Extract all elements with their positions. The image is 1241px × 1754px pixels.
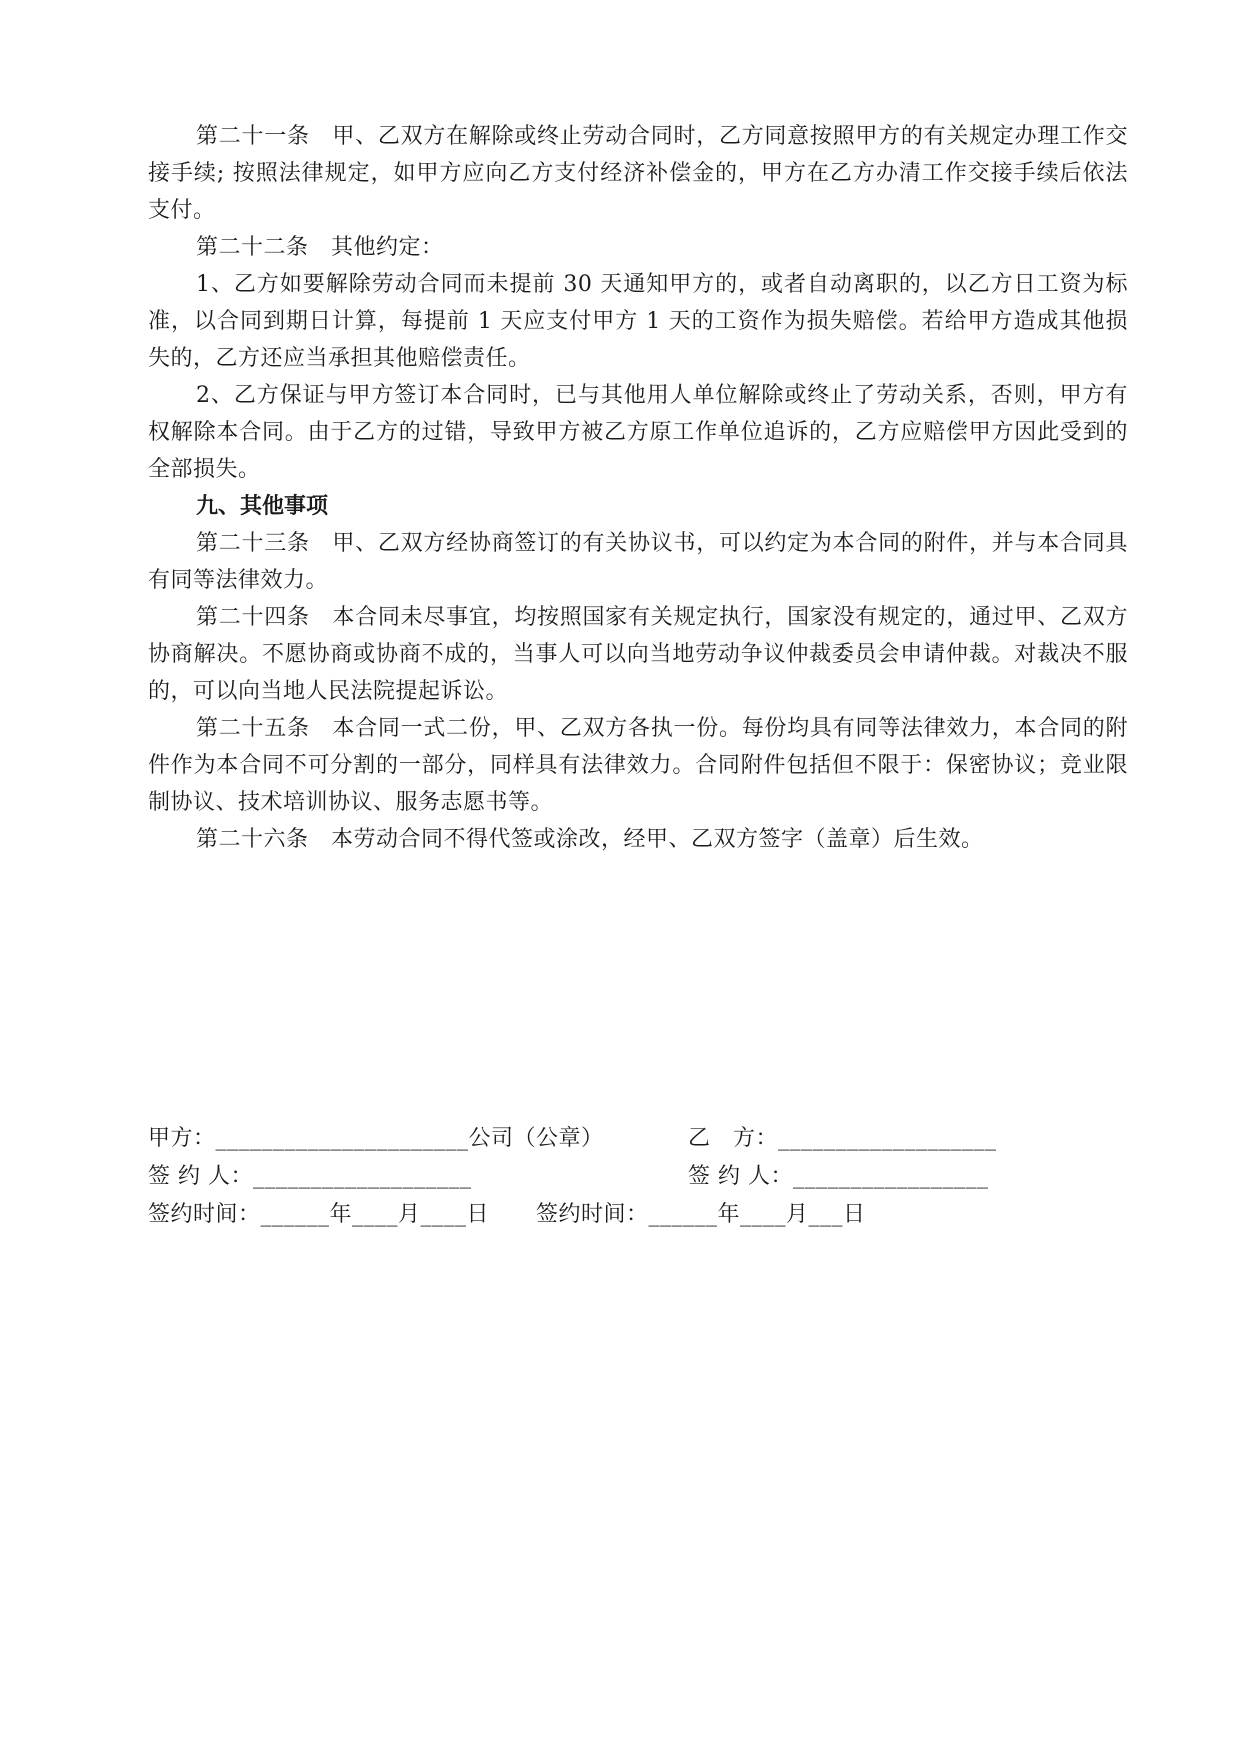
section-heading-other-matters: 九、其他事项 [196, 494, 329, 519]
signature-row-party [148, 1120, 1128, 1158]
article-22: 第二十二条 其他约定： [196, 235, 444, 260]
article-25: 第二十五条 本合同一式二份，甲、乙双方各执一份。每份均具有同等法律效力，本合同的附件作为本合同不可分割的一部分，同样具有法律效力。合同附件包括但不限于：保密协议；竞业限制协议、技术培训协议、服务志愿书等。 [148, 716, 1128, 815]
article-22-item-1: 1、乙方如要解除劳动合同而未提前 30 天通知甲方的，或者自动离职的，以乙方日工资为标准，以合同到期日计算，每提前 1 天应支付甲方 1 天的工资作为损失赔偿。若给甲方造成其他损失的，乙方还应当承担其他赔偿责任。 [148, 272, 1128, 371]
contract-body [148, 118, 1128, 858]
signature-block [148, 1120, 1128, 1234]
article-22-item-2: 2、乙方保证与甲方签订本合同时，已与其他用人单位解除或终止了劳动关系，否则，甲方有权解除本合同。由于乙方的过错，导致甲方被乙方原工作单位追诉的，乙方应赔偿甲方因此受到的全部损失。 [148, 383, 1128, 482]
article-23: 第二十三条 甲、乙双方经协商签订的有关协议书，可以约定为本合同的附件，并与本合同具有同等法律效力。 [148, 531, 1128, 593]
article-24: 第二十四条 本合同未尽事宜，均按照国家有关规定执行，国家没有规定的，通过甲、乙双方协商解决。不愿协商或协商不成的，当事人可以向当地劳动争议仲裁委员会申请仲裁。对裁决不服的，可以向当地人民法院提起诉讼。 [148, 605, 1128, 704]
party-a-date-field: 签约时间：______年____月____日 [148, 1202, 490, 1227]
party-b-signer-field: 签 约 人：_________________ [688, 1164, 989, 1189]
party-a-field: 甲方：______________________公司（公章） [148, 1126, 604, 1151]
party-b-date-field: 签约时间：______年____月___日 [536, 1202, 866, 1227]
signature-row-signer [148, 1158, 1128, 1196]
party-a-signer-field: 签 约 人：___________________ [148, 1164, 472, 1189]
signature-row-date [148, 1196, 1128, 1234]
article-26: 第二十六条 本劳动合同不得代签或涂改，经甲、乙双方签字（盖章）后生效。 [196, 827, 984, 852]
party-b-field: 乙 方：___________________ [688, 1126, 997, 1151]
article-21: 第二十一条 甲、乙双方在解除或终止劳动合同时，乙方同意按照甲方的有关规定办理工作交接手续; 按照法律规定，如甲方应向乙方支付经济补偿金的，甲方在乙方办清工作交接手续后依法支付。 [148, 124, 1128, 223]
